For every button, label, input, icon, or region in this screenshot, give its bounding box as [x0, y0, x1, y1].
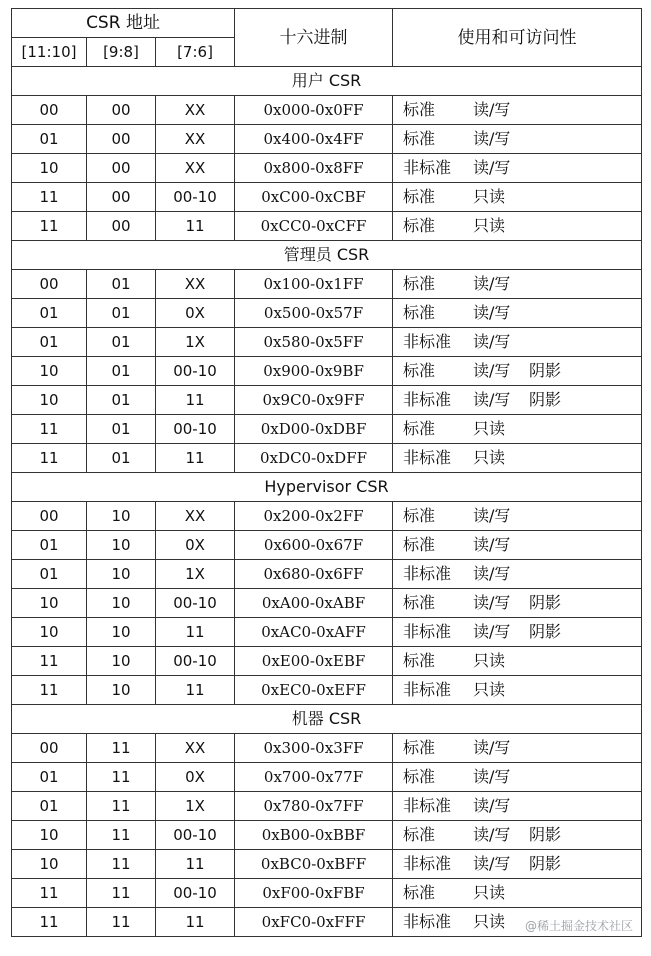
- table-row: [12, 763, 642, 792]
- table-row: [12, 879, 642, 908]
- hex-range-cell: 0xEC0-0xEFF: [235, 676, 393, 705]
- hex-range-cell: 0x900-0x9BF: [235, 357, 393, 386]
- usage-shadow: 阴影: [529, 361, 562, 380]
- hex-range-cell: 0xCC0-0xCFF: [235, 212, 393, 241]
- bits-7-6-cell: 1X: [156, 792, 235, 821]
- usage-cell: [393, 270, 642, 299]
- bits-9-8-cell: 01: [87, 270, 156, 299]
- usage-cell: [393, 647, 642, 676]
- bits-11-10-cell: 10: [12, 357, 87, 386]
- bits-9-8-cell: 01: [87, 386, 156, 415]
- bits-7-6-header: [7:6]: [156, 38, 235, 67]
- usage-cell: [393, 125, 642, 154]
- bits-7-6-cell: 11: [156, 212, 235, 241]
- usage-type: 非标准: [403, 622, 452, 641]
- bits-9-8-cell: 11: [87, 850, 156, 879]
- watermark: @稀土掘金技术社区: [524, 919, 633, 933]
- bits-11-10-cell: 01: [12, 125, 87, 154]
- bits-7-6-cell: 00-10: [156, 879, 235, 908]
- usage-cell: [393, 676, 642, 705]
- hex-range-cell: 0x800-0x8FF: [235, 154, 393, 183]
- usage-cell: [393, 763, 642, 792]
- hex-range-cell: 0x000-0x0FF: [235, 96, 393, 125]
- usage-access: 读/写: [473, 622, 511, 641]
- hex-range-cell: 0xD00-0xDBF: [235, 415, 393, 444]
- bits-11-10-cell: 11: [12, 183, 87, 212]
- table-body: [12, 67, 642, 937]
- usage-access: 只读: [473, 448, 506, 467]
- usage-type: 标准: [403, 419, 436, 438]
- usage-access: 读/写: [473, 129, 511, 148]
- usage-type: 标准: [403, 274, 436, 293]
- usage-access: 读/写: [473, 767, 511, 786]
- usage-type: 标准: [403, 767, 436, 786]
- usage-access: 只读: [473, 883, 506, 902]
- usage-cell: [393, 444, 642, 473]
- bits-7-6-cell: 00-10: [156, 357, 235, 386]
- hex-range-cell: 0x100-0x1FF: [235, 270, 393, 299]
- bits-7-6-cell: 11: [156, 908, 235, 937]
- table-row: [12, 792, 642, 821]
- hex-range-cell: 0x600-0x67F: [235, 531, 393, 560]
- usage-type: 非标准: [403, 912, 452, 931]
- usage-type: 标准: [403, 738, 436, 757]
- usage-cell: [393, 96, 642, 125]
- bits-7-6-cell: XX: [156, 734, 235, 763]
- usage-header: 使用和可访问性: [393, 9, 642, 67]
- usage-type: 非标准: [403, 390, 452, 409]
- bits-11-10-cell: 01: [12, 328, 87, 357]
- usage-type: 标准: [403, 216, 436, 235]
- bits-11-10-cell: 10: [12, 386, 87, 415]
- usage-shadow: 阴影: [529, 622, 562, 641]
- hex-range-cell: 0xFC0-0xFFF: [235, 908, 393, 937]
- table-row: [12, 502, 642, 531]
- bits-9-8-cell: 10: [87, 647, 156, 676]
- usage-type: 标准: [403, 100, 436, 119]
- usage-type: 非标准: [403, 796, 452, 815]
- usage-access: 读/写: [473, 738, 511, 757]
- bits-9-8-cell: 10: [87, 560, 156, 589]
- usage-cell: [393, 299, 642, 328]
- section-header-row: [12, 705, 642, 734]
- bits-9-8-cell: 10: [87, 502, 156, 531]
- table-row: [12, 531, 642, 560]
- table-row: [12, 618, 642, 647]
- usage-cell: [393, 154, 642, 183]
- bits-11-10-cell: 10: [12, 850, 87, 879]
- bits-11-10-cell: 10: [12, 589, 87, 618]
- bits-9-8-cell: 00: [87, 212, 156, 241]
- usage-cell: [393, 821, 642, 850]
- usage-cell: [393, 502, 642, 531]
- table-row: [12, 125, 642, 154]
- usage-cell: [393, 792, 642, 821]
- bits-7-6-cell: 0X: [156, 763, 235, 792]
- usage-shadow: 阴影: [529, 593, 562, 612]
- bits-7-6-cell: 00-10: [156, 589, 235, 618]
- csr-address-header: CSR 地址: [12, 9, 235, 38]
- bits-11-10-cell: 11: [12, 676, 87, 705]
- hex-range-cell: 0xA00-0xABF: [235, 589, 393, 618]
- hex-header: 十六进制: [235, 9, 393, 67]
- usage-type: 标准: [403, 361, 436, 380]
- csr-address-table: [11, 8, 642, 937]
- usage-cell: [393, 183, 642, 212]
- bits-9-8-cell: 00: [87, 154, 156, 183]
- usage-access: 只读: [473, 419, 506, 438]
- section-header-row: [12, 241, 642, 270]
- bits-7-6-cell: XX: [156, 154, 235, 183]
- bits-11-10-cell: 10: [12, 154, 87, 183]
- usage-type: 标准: [403, 506, 436, 525]
- bits-11-10-cell: 10: [12, 821, 87, 850]
- bits-7-6-cell: 00-10: [156, 821, 235, 850]
- usage-cell: [393, 589, 642, 618]
- bits-9-8-cell: 11: [87, 763, 156, 792]
- section-title: 机器 CSR: [12, 705, 642, 734]
- table-row: [12, 386, 642, 415]
- bits-7-6-cell: XX: [156, 270, 235, 299]
- usage-access: 读/写: [473, 564, 511, 583]
- usage-type: 非标准: [403, 158, 452, 177]
- bits-7-6-cell: XX: [156, 125, 235, 154]
- bits-11-10-cell: 01: [12, 299, 87, 328]
- hex-range-cell: 0x500-0x57F: [235, 299, 393, 328]
- bits-7-6-cell: XX: [156, 502, 235, 531]
- usage-cell: [393, 560, 642, 589]
- bits-7-6-cell: 11: [156, 850, 235, 879]
- bits-7-6-cell: 11: [156, 676, 235, 705]
- hex-range-cell: 0xE00-0xEBF: [235, 647, 393, 676]
- bits-11-10-cell: 10: [12, 618, 87, 647]
- usage-access: 读/写: [473, 100, 511, 119]
- bits-9-8-cell: 11: [87, 908, 156, 937]
- bits-9-8-cell: 00: [87, 96, 156, 125]
- table-row: [12, 734, 642, 763]
- usage-type: 非标准: [403, 448, 452, 467]
- usage-access: 读/写: [473, 825, 511, 844]
- usage-type: 标准: [403, 651, 436, 670]
- usage-shadow: 阴影: [529, 854, 562, 873]
- bits-7-6-cell: 00-10: [156, 415, 235, 444]
- usage-type: 标准: [403, 303, 436, 322]
- bits-11-10-cell: 01: [12, 792, 87, 821]
- usage-access: 只读: [473, 651, 506, 670]
- table-row: [12, 357, 642, 386]
- bits-11-10-cell: 11: [12, 444, 87, 473]
- usage-cell: [393, 212, 642, 241]
- bits-9-8-cell: 11: [87, 792, 156, 821]
- usage-cell: [393, 531, 642, 560]
- table-row: [12, 676, 642, 705]
- bits-7-6-cell: 1X: [156, 560, 235, 589]
- usage-cell: [393, 850, 642, 879]
- usage-access: 读/写: [473, 332, 511, 351]
- section-title: 管理员 CSR: [12, 241, 642, 270]
- usage-cell: [393, 328, 642, 357]
- bits-11-10-cell: 00: [12, 270, 87, 299]
- bits-7-6-cell: 0X: [156, 531, 235, 560]
- usage-type: 非标准: [403, 332, 452, 351]
- hex-range-cell: 0xB00-0xBBF: [235, 821, 393, 850]
- usage-type: 标准: [403, 187, 436, 206]
- usage-access: 读/写: [473, 796, 511, 815]
- table-row: [12, 154, 642, 183]
- hex-range-cell: 0x580-0x5FF: [235, 328, 393, 357]
- usage-access: 只读: [473, 680, 506, 699]
- usage-cell: [393, 357, 642, 386]
- usage-access: 读/写: [473, 361, 511, 380]
- bits-11-10-cell: 01: [12, 763, 87, 792]
- usage-type: 标准: [403, 593, 436, 612]
- usage-type: 标准: [403, 535, 436, 554]
- section-header-row: [12, 473, 642, 502]
- hex-range-cell: 0xDC0-0xDFF: [235, 444, 393, 473]
- bits-7-6-cell: 0X: [156, 299, 235, 328]
- bits-9-8-cell: 00: [87, 125, 156, 154]
- hex-range-cell: 0x300-0x3FF: [235, 734, 393, 763]
- usage-access: 读/写: [473, 535, 511, 554]
- bits-7-6-cell: 11: [156, 444, 235, 473]
- hex-range-cell: 0x680-0x6FF: [235, 560, 393, 589]
- bits-11-10-cell: 11: [12, 212, 87, 241]
- bits-7-6-cell: 00-10: [156, 647, 235, 676]
- bits-7-6-cell: XX: [156, 96, 235, 125]
- usage-type: 非标准: [403, 854, 452, 873]
- bits-11-10-header: [11:10]: [12, 38, 87, 67]
- table-row: [12, 96, 642, 125]
- usage-access: 只读: [473, 912, 506, 931]
- bits-9-8-header: [9:8]: [87, 38, 156, 67]
- bits-11-10-cell: 11: [12, 879, 87, 908]
- bits-9-8-cell: 11: [87, 879, 156, 908]
- bits-11-10-cell: 00: [12, 96, 87, 125]
- section-header-row: [12, 67, 642, 96]
- usage-type: 非标准: [403, 564, 452, 583]
- usage-shadow: 阴影: [529, 390, 562, 409]
- usage-access: 读/写: [473, 506, 511, 525]
- bits-11-10-cell: 11: [12, 647, 87, 676]
- table-row: [12, 328, 642, 357]
- bits-7-6-cell: 11: [156, 618, 235, 647]
- hex-range-cell: 0x780-0x7FF: [235, 792, 393, 821]
- hex-range-cell: 0x700-0x77F: [235, 763, 393, 792]
- section-title: Hypervisor CSR: [12, 473, 642, 502]
- bits-9-8-cell: 10: [87, 589, 156, 618]
- table-row: [12, 270, 642, 299]
- bits-7-6-cell: 11: [156, 386, 235, 415]
- usage-type: 非标准: [403, 680, 452, 699]
- usage-shadow: 阴影: [529, 825, 562, 844]
- usage-cell: [393, 386, 642, 415]
- usage-cell: [393, 879, 642, 908]
- usage-type: 标准: [403, 883, 436, 902]
- table-row: [12, 299, 642, 328]
- usage-cell: [393, 734, 642, 763]
- table-row: [12, 589, 642, 618]
- bits-11-10-cell: 01: [12, 531, 87, 560]
- table-row: [12, 647, 642, 676]
- bits-7-6-cell: 1X: [156, 328, 235, 357]
- usage-access: 读/写: [473, 854, 511, 873]
- bits-11-10-cell: 01: [12, 560, 87, 589]
- bits-9-8-cell: 01: [87, 415, 156, 444]
- usage-access: 读/写: [473, 303, 511, 322]
- usage-access: 读/写: [473, 274, 511, 293]
- bits-9-8-cell: 11: [87, 821, 156, 850]
- usage-access: 读/写: [473, 593, 511, 612]
- bits-9-8-cell: 00: [87, 183, 156, 212]
- hex-range-cell: 0xC00-0xCBF: [235, 183, 393, 212]
- bits-9-8-cell: 01: [87, 328, 156, 357]
- hex-range-cell: 0x200-0x2FF: [235, 502, 393, 531]
- bits-11-10-cell: 11: [12, 908, 87, 937]
- usage-access: 读/写: [473, 158, 511, 177]
- table-row: [12, 560, 642, 589]
- bits-9-8-cell: 01: [87, 299, 156, 328]
- table-row: [12, 212, 642, 241]
- usage-cell: [393, 415, 642, 444]
- table-row: [12, 850, 642, 879]
- bits-11-10-cell: 11: [12, 415, 87, 444]
- usage-type: 标准: [403, 825, 436, 844]
- bits-9-8-cell: 10: [87, 676, 156, 705]
- table-row: [12, 415, 642, 444]
- bits-11-10-cell: 00: [12, 502, 87, 531]
- usage-cell: [393, 618, 642, 647]
- bits-9-8-cell: 01: [87, 357, 156, 386]
- section-title: 用户 CSR: [12, 67, 642, 96]
- hex-range-cell: 0xBC0-0xBFF: [235, 850, 393, 879]
- bits-9-8-cell: 10: [87, 531, 156, 560]
- table-row: [12, 183, 642, 212]
- usage-access: 只读: [473, 216, 506, 235]
- hex-range-cell: 0x9C0-0x9FF: [235, 386, 393, 415]
- table-row: [12, 821, 642, 850]
- bits-9-8-cell: 10: [87, 618, 156, 647]
- bits-9-8-cell: 11: [87, 734, 156, 763]
- table-row: [12, 444, 642, 473]
- hex-range-cell: 0x400-0x4FF: [235, 125, 393, 154]
- bits-7-6-cell: 00-10: [156, 183, 235, 212]
- usage-access: 只读: [473, 187, 506, 206]
- hex-range-cell: 0xAC0-0xAFF: [235, 618, 393, 647]
- bits-11-10-cell: 00: [12, 734, 87, 763]
- bits-9-8-cell: 01: [87, 444, 156, 473]
- hex-range-cell: 0xF00-0xFBF: [235, 879, 393, 908]
- usage-type: 标准: [403, 129, 436, 148]
- usage-access: 读/写: [473, 390, 511, 409]
